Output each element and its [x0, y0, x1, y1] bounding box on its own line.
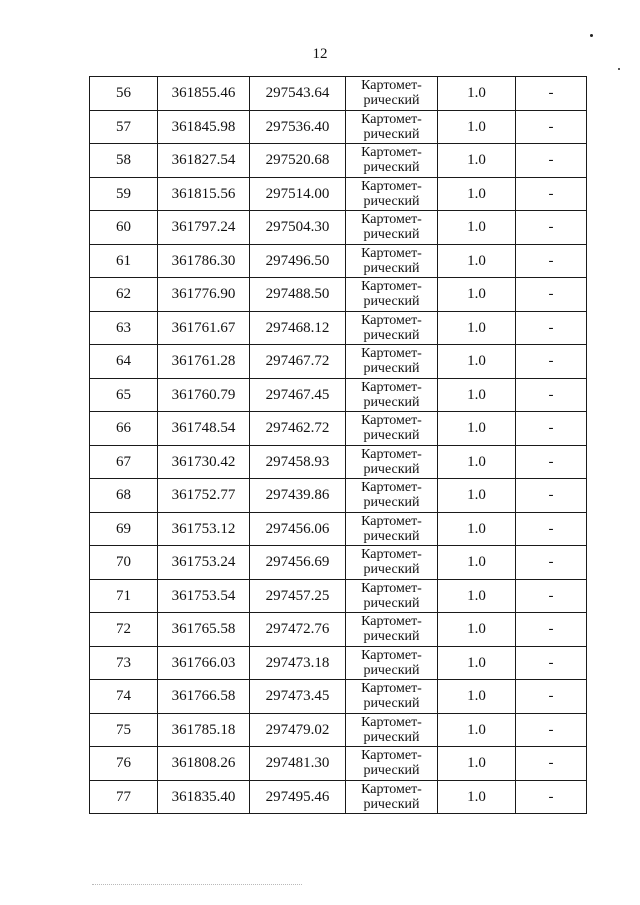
- y-coordinate-cell: 297467.45: [250, 378, 346, 412]
- method-text-line: рический: [363, 763, 420, 779]
- table-row: [90, 311, 587, 345]
- x-coordinate-cell: 361766.03: [158, 646, 250, 680]
- point-number-cell: 67: [90, 445, 158, 479]
- method-text-line: Картомет-: [361, 413, 422, 429]
- point-number-cell: 64: [90, 345, 158, 379]
- x-coordinate-cell: 361766.58: [158, 680, 250, 714]
- method-text-line: Картомет-: [361, 781, 422, 797]
- accuracy-cell: 1.0: [438, 378, 516, 412]
- x-coordinate-cell: 361808.26: [158, 747, 250, 781]
- y-coordinate-cell: 297456.69: [250, 546, 346, 580]
- method-text-line: Картомет-: [361, 580, 422, 596]
- method-text-line: Картомет-: [361, 647, 422, 663]
- point-number-cell: 71: [90, 579, 158, 613]
- x-coordinate-cell: 361761.28: [158, 345, 250, 379]
- note-cell: -: [516, 512, 587, 546]
- table-row: [90, 613, 587, 647]
- method-cell: [346, 579, 438, 613]
- note-cell: -: [516, 244, 587, 278]
- point-number-cell: 60: [90, 211, 158, 245]
- table-row: [90, 479, 587, 513]
- scan-noise-line: [92, 884, 302, 887]
- accuracy-cell: 1.0: [438, 77, 516, 111]
- x-coordinate-cell: 361748.54: [158, 412, 250, 446]
- table-row: [90, 144, 587, 178]
- y-coordinate-cell: 297472.76: [250, 613, 346, 647]
- point-number-cell: 59: [90, 177, 158, 211]
- method-cell: [346, 110, 438, 144]
- method-cell: [346, 780, 438, 814]
- note-cell: -: [516, 77, 587, 111]
- y-coordinate-cell: 297495.46: [250, 780, 346, 814]
- accuracy-cell: 1.0: [438, 747, 516, 781]
- table-row: [90, 445, 587, 479]
- method-text-line: рический: [363, 428, 420, 444]
- note-cell: -: [516, 747, 587, 781]
- note-cell: -: [516, 680, 587, 714]
- note-cell: -: [516, 211, 587, 245]
- x-coordinate-cell: 361753.24: [158, 546, 250, 580]
- y-coordinate-cell: 297496.50: [250, 244, 346, 278]
- accuracy-cell: 1.0: [438, 311, 516, 345]
- note-cell: -: [516, 479, 587, 513]
- method-text-line: рический: [363, 495, 420, 511]
- method-text-line: Картомет-: [361, 446, 422, 462]
- table-row: [90, 546, 587, 580]
- y-coordinate-cell: 297458.93: [250, 445, 346, 479]
- y-coordinate-cell: 297473.45: [250, 680, 346, 714]
- y-coordinate-cell: 297520.68: [250, 144, 346, 178]
- point-number-cell: 58: [90, 144, 158, 178]
- y-coordinate-cell: 297462.72: [250, 412, 346, 446]
- note-cell: -: [516, 713, 587, 747]
- y-coordinate-cell: 297456.06: [250, 512, 346, 546]
- y-coordinate-cell: 297514.00: [250, 177, 346, 211]
- table-row: [90, 646, 587, 680]
- method-text-line: рический: [363, 562, 420, 578]
- method-cell: [346, 378, 438, 412]
- method-cell: [346, 177, 438, 211]
- y-coordinate-cell: 297543.64: [250, 77, 346, 111]
- x-coordinate-cell: 361730.42: [158, 445, 250, 479]
- x-coordinate-cell: 361753.12: [158, 512, 250, 546]
- table-row: [90, 378, 587, 412]
- method-cell: [346, 311, 438, 345]
- scan-speck: [590, 34, 593, 37]
- method-cell: [346, 512, 438, 546]
- method-cell: [346, 77, 438, 111]
- table-row: [90, 713, 587, 747]
- method-text-line: рический: [363, 528, 420, 544]
- method-text-line: Картомет-: [361, 212, 422, 228]
- point-number-cell: 68: [90, 479, 158, 513]
- table-row: [90, 780, 587, 814]
- method-text-line: рический: [363, 595, 420, 611]
- method-text-line: Картомет-: [361, 245, 422, 261]
- accuracy-cell: 1.0: [438, 278, 516, 312]
- coordinates-table: [89, 76, 587, 814]
- method-text-line: Картомет-: [361, 681, 422, 697]
- method-text-line: рический: [363, 662, 420, 678]
- method-cell: [346, 244, 438, 278]
- method-cell: [346, 646, 438, 680]
- method-text-line: рический: [363, 796, 420, 812]
- accuracy-cell: 1.0: [438, 211, 516, 245]
- method-text-line: рический: [363, 294, 420, 310]
- method-cell: [346, 479, 438, 513]
- point-number-cell: 65: [90, 378, 158, 412]
- method-cell: [346, 747, 438, 781]
- method-text-line: рический: [363, 126, 420, 142]
- method-text-line: рический: [363, 193, 420, 209]
- table-row: [90, 579, 587, 613]
- method-text-line: рический: [363, 394, 420, 410]
- x-coordinate-cell: 361786.30: [158, 244, 250, 278]
- accuracy-cell: 1.0: [438, 546, 516, 580]
- method-cell: [346, 445, 438, 479]
- y-coordinate-cell: 297504.30: [250, 211, 346, 245]
- accuracy-cell: 1.0: [438, 412, 516, 446]
- y-coordinate-cell: 297439.86: [250, 479, 346, 513]
- coordinates-table-body: [90, 77, 587, 814]
- y-coordinate-cell: 297479.02: [250, 713, 346, 747]
- method-text-line: Картомет-: [361, 748, 422, 764]
- method-text-line: Картомет-: [361, 78, 422, 94]
- page-number: 12: [312, 46, 328, 62]
- method-cell: [346, 211, 438, 245]
- point-number-cell: 62: [90, 278, 158, 312]
- method-text-line: рический: [363, 160, 420, 176]
- x-coordinate-cell: 361753.54: [158, 579, 250, 613]
- note-cell: -: [516, 177, 587, 211]
- y-coordinate-cell: 297467.72: [250, 345, 346, 379]
- table-row: [90, 177, 587, 211]
- accuracy-cell: 1.0: [438, 244, 516, 278]
- method-text-line: Картомет-: [361, 547, 422, 563]
- method-text-line: Картомет-: [361, 480, 422, 496]
- note-cell: -: [516, 579, 587, 613]
- note-cell: -: [516, 546, 587, 580]
- y-coordinate-cell: 297468.12: [250, 311, 346, 345]
- point-number-cell: 57: [90, 110, 158, 144]
- x-coordinate-cell: 361776.90: [158, 278, 250, 312]
- method-text-line: рический: [363, 227, 420, 243]
- point-number-cell: 56: [90, 77, 158, 111]
- accuracy-cell: 1.0: [438, 445, 516, 479]
- method-cell: [346, 613, 438, 647]
- accuracy-cell: 1.0: [438, 479, 516, 513]
- method-text-line: Картомет-: [361, 714, 422, 730]
- point-number-cell: 72: [90, 613, 158, 647]
- point-number-cell: 69: [90, 512, 158, 546]
- method-text-line: Картомет-: [361, 178, 422, 194]
- note-cell: -: [516, 278, 587, 312]
- x-coordinate-cell: 361761.67: [158, 311, 250, 345]
- method-cell: [346, 546, 438, 580]
- note-cell: -: [516, 780, 587, 814]
- method-text-line: рический: [363, 629, 420, 645]
- table-row: [90, 512, 587, 546]
- table-row: [90, 412, 587, 446]
- note-cell: -: [516, 378, 587, 412]
- accuracy-cell: 1.0: [438, 713, 516, 747]
- method-text-line: Картомет-: [361, 312, 422, 328]
- x-coordinate-cell: 361855.46: [158, 77, 250, 111]
- method-text-line: рический: [363, 361, 420, 377]
- note-cell: -: [516, 144, 587, 178]
- note-cell: -: [516, 646, 587, 680]
- accuracy-cell: 1.0: [438, 177, 516, 211]
- table-row: [90, 77, 587, 111]
- note-cell: -: [516, 311, 587, 345]
- method-text-line: Картомет-: [361, 145, 422, 161]
- accuracy-cell: 1.0: [438, 345, 516, 379]
- method-text-line: Картомет-: [361, 513, 422, 529]
- accuracy-cell: 1.0: [438, 680, 516, 714]
- method-text-line: рический: [363, 260, 420, 276]
- x-coordinate-cell: 361797.24: [158, 211, 250, 245]
- x-coordinate-cell: 361785.18: [158, 713, 250, 747]
- method-text-line: Картомет-: [361, 379, 422, 395]
- accuracy-cell: 1.0: [438, 613, 516, 647]
- accuracy-cell: 1.0: [438, 110, 516, 144]
- method-cell: [346, 680, 438, 714]
- table-row: [90, 278, 587, 312]
- method-cell: [346, 278, 438, 312]
- y-coordinate-cell: 297481.30: [250, 747, 346, 781]
- point-number-cell: 70: [90, 546, 158, 580]
- point-number-cell: 74: [90, 680, 158, 714]
- table-row: [90, 680, 587, 714]
- point-number-cell: 66: [90, 412, 158, 446]
- point-number-cell: 61: [90, 244, 158, 278]
- method-text-line: Картомет-: [361, 279, 422, 295]
- method-text-line: рический: [363, 696, 420, 712]
- method-text-line: Картомет-: [361, 111, 422, 127]
- y-coordinate-cell: 297536.40: [250, 110, 346, 144]
- method-text-line: рический: [363, 327, 420, 343]
- method-cell: [346, 144, 438, 178]
- x-coordinate-cell: 361827.54: [158, 144, 250, 178]
- x-coordinate-cell: 361752.77: [158, 479, 250, 513]
- method-text-line: рический: [363, 461, 420, 477]
- point-number-cell: 76: [90, 747, 158, 781]
- method-text-line: рический: [363, 93, 420, 109]
- accuracy-cell: 1.0: [438, 579, 516, 613]
- accuracy-cell: 1.0: [438, 646, 516, 680]
- table-row: [90, 345, 587, 379]
- note-cell: -: [516, 445, 587, 479]
- table-row: [90, 110, 587, 144]
- note-cell: -: [516, 345, 587, 379]
- note-cell: -: [516, 412, 587, 446]
- table-row: [90, 747, 587, 781]
- scan-speck: [618, 68, 620, 70]
- x-coordinate-cell: 361765.58: [158, 613, 250, 647]
- method-text-line: Картомет-: [361, 346, 422, 362]
- table-row: [90, 211, 587, 245]
- x-coordinate-cell: 361815.56: [158, 177, 250, 211]
- method-cell: [346, 345, 438, 379]
- method-text-line: Картомет-: [361, 614, 422, 630]
- table-row: [90, 244, 587, 278]
- y-coordinate-cell: 297457.25: [250, 579, 346, 613]
- note-cell: -: [516, 613, 587, 647]
- x-coordinate-cell: 361845.98: [158, 110, 250, 144]
- x-coordinate-cell: 361760.79: [158, 378, 250, 412]
- accuracy-cell: 1.0: [438, 512, 516, 546]
- accuracy-cell: 1.0: [438, 780, 516, 814]
- method-cell: [346, 412, 438, 446]
- point-number-cell: 73: [90, 646, 158, 680]
- point-number-cell: 77: [90, 780, 158, 814]
- method-cell: [346, 713, 438, 747]
- note-cell: -: [516, 110, 587, 144]
- y-coordinate-cell: 297473.18: [250, 646, 346, 680]
- y-coordinate-cell: 297488.50: [250, 278, 346, 312]
- point-number-cell: 75: [90, 713, 158, 747]
- accuracy-cell: 1.0: [438, 144, 516, 178]
- point-number-cell: 63: [90, 311, 158, 345]
- method-text-line: рический: [363, 729, 420, 745]
- x-coordinate-cell: 361835.40: [158, 780, 250, 814]
